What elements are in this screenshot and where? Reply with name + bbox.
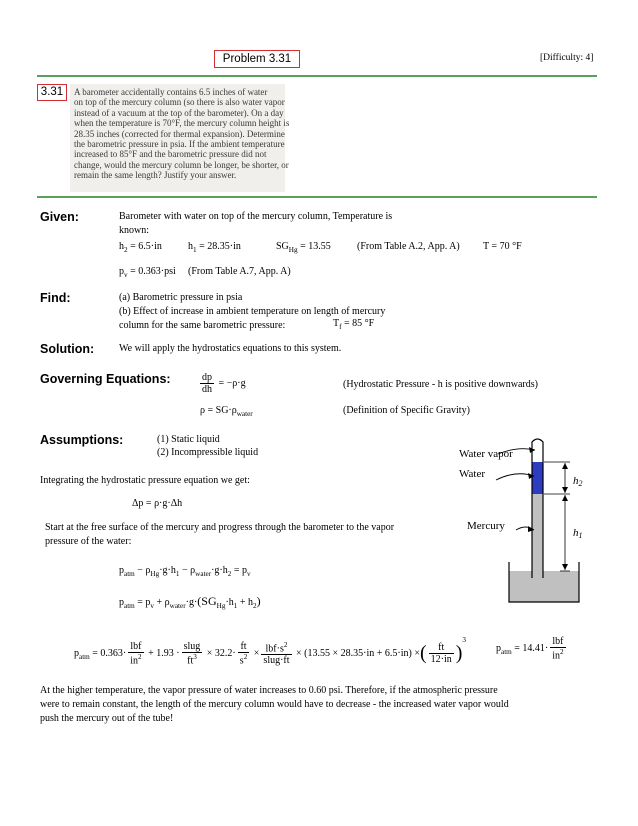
mercury-reservoir <box>509 571 579 602</box>
barometer-diagram <box>440 436 612 610</box>
statement-line: A barometer accidentally contains 6.5 inches of water <box>74 87 268 97</box>
result-value: $p_{atm} = 14.41\cdot$ $\frac{\text{lbf}}{in^2}$ <box>496 636 564 662</box>
given-pv: $p_v = 0.363\cdot psi$ <box>119 266 176 279</box>
given-line: known: <box>119 225 149 236</box>
given-text <box>119 210 392 238</box>
statement-line: when the temperature is 70°F, the mercury column height is <box>74 118 290 129</box>
given-pv-ref: (From Table A.7, App. A) <box>188 266 291 277</box>
solution-label: Solution: <box>40 342 95 356</box>
given-h1: $h_1 = 28.35\cdot in$ <box>188 241 241 254</box>
given-line: Barometer with water on top of the mercury column, Temperature is <box>119 211 393 222</box>
statement-line: 28.35 inches (corrected for thermal expansion). Determine <box>74 128 285 139</box>
h1-label: h1 <box>573 527 583 540</box>
water-label: Water <box>459 468 485 480</box>
assumptions-label: Assumptions: <box>40 433 124 447</box>
find-tf: $T_f = 85$ °F <box>333 318 375 331</box>
given-h2: $h_2 = 6.5\cdot in$ <box>119 241 162 254</box>
solution-text: We will apply the hydrostatics equations to this system. <box>119 343 342 354</box>
statement-line: increased to 85°F and the barometric pressure did not <box>74 149 267 160</box>
find-line: (b) Effect of increase in ambient temperature on length of mercury <box>119 306 386 317</box>
assumption-item: (2) Incompressible liquid <box>157 447 259 458</box>
delta-p-equation: Δp = ρ·g·Δh <box>132 498 183 509</box>
statement-line: instead of a vacuum at the top of the barometer). On a day <box>74 107 284 118</box>
start-text <box>45 521 394 549</box>
statement-line: remain the same length? Justify your answer. <box>74 170 237 181</box>
conclusion-line: At the higher temperature, the vapor pressure of water increases to 0.60 psi. Therefore, if the atmospheric pressure <box>40 685 498 696</box>
water-column <box>532 462 543 494</box>
find-line: (a) Barometric pressure in psia <box>119 292 243 303</box>
statement-divider <box>37 196 597 198</box>
find-line: column for the same barometric pressure: <box>119 320 286 331</box>
statement-line: on top of the mercury column (so there is also water vapor <box>74 97 285 108</box>
water-vapor-label: Water vapor <box>459 448 513 460</box>
numeric-calculation: $p_{atm} = 0.363\cdot$ $\frac{\text{lbf}}{in^2}$ + 1.93 · $\frac{\text{slug}}{ft^3}$ × 32.2· $\frac{ft}{s^2}$ × $\frac{lbf\cdot s^2}{\text{slug·ft}}$ × (13.55 × 28.35·in + 6.5·in) ×( $\frac{ft}{12\cdot in}$ )$^3$ <box>74 636 467 667</box>
mercury-column <box>532 494 543 574</box>
statement-line: change, would the mercury column be longer, be shorter, or <box>74 159 289 170</box>
governing-label: Governing Equations: <box>40 372 171 386</box>
start-line: Start at the free surface of the mercury and progress through the barometer to the vapor <box>45 522 395 533</box>
problem-statement <box>70 84 290 192</box>
top-divider <box>37 75 597 77</box>
pressure-balance-equation: $p_{atm} - \rho_{Hg}\cdot g\cdot h_1 - \rho_{water}\cdot g\cdot h_2 = p_v$ <box>119 565 251 578</box>
conclusion-line: were to remain constant, the length of the mercury column would have to decrease - the increased water vapor would <box>40 699 509 710</box>
given-sg-ref: (From Table A.2, App. A) <box>357 241 460 252</box>
patm-equation: $p_{atm} = p_v + \rho_{water}\cdot g\cdot(SG_{Hg}\cdot h_1 + h_2)$ <box>119 594 261 610</box>
given-sg: $SG_{Hg} = 13.55$ <box>276 241 331 254</box>
hydrostatic-equation: $\frac{dp}{dh}$ = −ρ·g <box>202 372 246 395</box>
conclusion-line: push the mercury out of the tube! <box>40 713 174 724</box>
assumptions-list <box>157 433 258 459</box>
problem-number: 3.31 <box>37 84 67 101</box>
start-line: pressure of the water: <box>45 536 132 547</box>
given-label: Given: <box>40 210 79 224</box>
problem-title: Problem 3.31 <box>214 50 300 68</box>
h2-label: h2 <box>573 475 583 488</box>
specific-gravity-equation: $\rho = SG\cdot\rho_{water}$ <box>200 405 253 418</box>
find-label: Find: <box>40 291 71 305</box>
statement-line: the barometric pressure in psia. If the ambient temperature <box>74 139 285 150</box>
conclusion-text <box>40 684 509 726</box>
assumption-item: (1) Static liquid <box>157 434 220 445</box>
specific-gravity-note: (Definition of Specific Gravity) <box>343 405 470 416</box>
integration-text: Integrating the hydrostatic pressure equation we get: <box>40 475 250 486</box>
hydrostatic-note: (Hydrostatic Pressure - h is positive downwards) <box>343 379 538 390</box>
difficulty-label: [Difficulty: 4] <box>540 53 594 63</box>
given-temperature: T = 70 °F <box>483 241 522 252</box>
mercury-label: Mercury <box>467 520 505 532</box>
